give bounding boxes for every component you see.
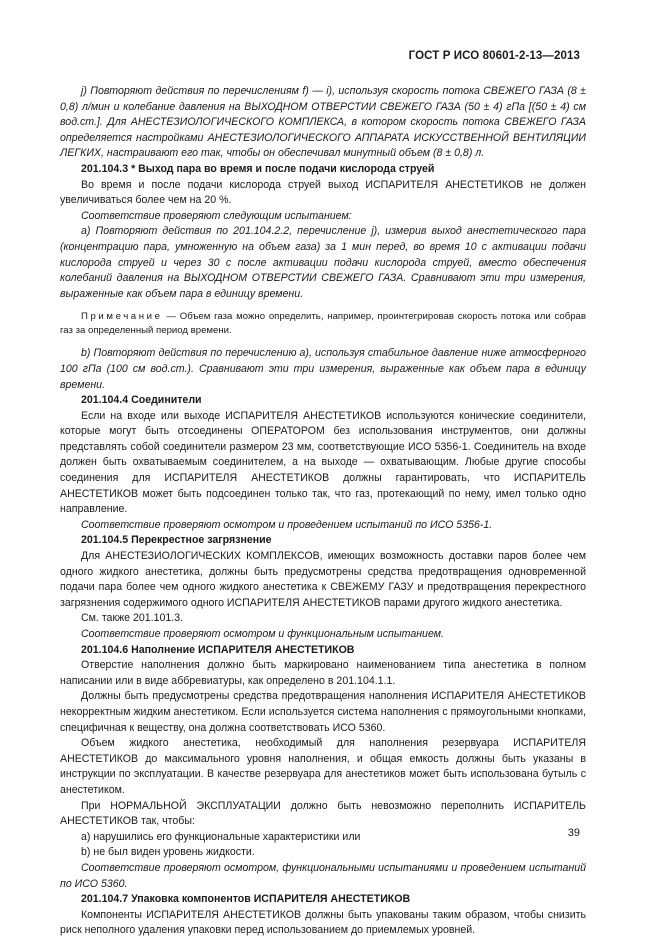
paragraph-requirement: Во время и после подачи кислорода струей выход ИСПАРИТЕЛЯ АНЕСТЕТИКОВ не должен увеличиваться более чем на 20 %.	[60, 178, 586, 207]
document-body	[60, 84, 586, 939]
section-heading-201-104-3: 201.104.3 * Выход пара во время и после подачи кислорода струей	[81, 162, 435, 175]
note-label: Примечание	[81, 311, 163, 323]
paragraph-compliance-connectors: Соответствие проверяют осмотром и проведением испытаний по ИСО 5356-1.	[81, 518, 493, 531]
paragraph-filling-means: Должны быть предусмотрены средства предотвращения наполнения ИСПАРИТЕЛЯ АНЕСТЕТИКОВ некорректным жидким анестетиком. Если используется система наполнения с прямоугольными кнопками, специфичная к веществу, она должна соответствовать ИСО 5360.	[60, 690, 586, 734]
paragraph-item-a: a) Повторяют действия по 201.104.2.2, перечисление j), измерив выход анестетического пара (концентрацию пара, умноженную на объем газа) за 1 мин перед, во время 10 с активации подачи кислорода струей и через 30 с после активации подачи кислорода струей, вместо обеспечения колебаний давления на ВЫХОДНОМ ОТВЕРСТИИ СВЕЖЕГО ГАЗА. Сравнивают эти три измерения, выраженные как объем пара в единицу времени.	[60, 225, 586, 300]
paragraph-overfill: При НОРМАЛЬНОЙ ЭКСПЛУАТАЦИИ должно быть невозможно переполнить ИСПАРИТЕЛЬ АНЕСТЕТИКОВ так, чтобы:	[60, 799, 586, 828]
paragraph-packaging: Компоненты ИСПАРИТЕЛЯ АНЕСТЕТИКОВ должны быть упакованы таким образом, чтобы снизить риск неполного удаления упаковки перед использованием до приемлемых уровней.	[60, 908, 586, 937]
standard-header: ГОСТ Р ИСО 80601-2-13—2013	[408, 50, 580, 62]
note	[60, 310, 586, 338]
paragraph-see-also: См. также 201.101.3.	[81, 612, 184, 625]
section-heading-201-104-6: 201.104.6 Наполнение ИСПАРИТЕЛЯ АНЕСТЕТИКОВ	[81, 643, 355, 656]
note-text: — Объем газа можно определить, например, проинтегрировав скорость потока или собрав газ за определенный период времени.	[60, 311, 586, 337]
paragraph-compliance: Соответствие проверяют следующим испытанием:	[81, 209, 352, 222]
paragraph-item-j: j) Повторяют действия по перечислениям f) — i), используя скорость потока СВЕЖЕГО ГАЗА (8 ± 0,8) л/мин и колебание давления на ВЫХОДНОМ ОТВЕРСТИИ СВЕЖЕГО ГАЗА (50 ± 4) гПа [(50 ± 4) см вод.ст.]. Для АНЕСТЕЗИОЛОГИЧЕСКОГО КОМПЛЕКСА, в котором скорость потока СВЕЖЕГО ГАЗА определяется настройками АНЕСТЕЗИОЛОГИЧЕСКОГО АППАРАТА ИСКУССТВЕННОЙ ВЕНТИЛЯЦИИ ЛЕГКИХ, настраивают его так, чтобы он обеспечивал минутный объем (8 ± 0,8) л.	[60, 85, 586, 160]
paragraph-cross-contamination: Для АНЕСТЕЗИОЛОГИЧЕСКИХ КОМПЛЕКСОВ, имеющих возможность доставки паров более чем одного жидкого анестетика, должны быть предусмотрены средства предотвращения одновременной подачи пара более чем одного жидкого анестетика к СВЕЖЕМУ ГАЗУ и предотвращения перекрестного загрязнения содержимого одного ИСПАРИТЕЛЯ АНЕСТЕТИКОВ парами другого жидкого анестетика.	[60, 550, 586, 609]
list-item-a: a) нарушились его функциональные характеристики или	[81, 830, 361, 843]
paragraph-filling-volume: Объем жидкого анестетика, необходимый для наполнения резервуара ИСПАРИТЕЛЯ АНЕСТЕТИКОВ до максимального уровня наполнения, и общая емкость должны быть указаны в инструкции по эксплуатации. В качестве резервуара для анестетиков может быть использована бутыль с анестетиком.	[60, 737, 586, 796]
section-heading-201-104-5: 201.104.5 Перекрестное загрязнение	[81, 534, 272, 547]
section-heading-201-104-4: 201.104.4 Соединители	[81, 394, 202, 407]
section-heading-201-104-7: 201.104.7 Упаковка компонентов ИСПАРИТЕЛЯ АНЕСТЕТИКОВ	[81, 893, 411, 906]
paragraph-connectors: Если на входе или выходе ИСПАРИТЕЛЯ АНЕСТЕТИКОВ используются конические соединители, которые могут быть отсоединены ОПЕРАТОРОМ без использования инструментов, они должны представлять собой соединители размером 23 мм, соответствующие ИСО 5356-1. Соединитель на входе должен быть охватываемым соединителем, а на выходе — охватывающим. Любые другие способы соединения для ИСПАРИТЕЛЯ АНЕСТЕТИКОВ должны гарантировать, что ИСПАРИТЕЛЬ АНЕСТЕТИКОВ может быть подсоединен только так, что газ, протекающий по нему, имел только одно направление.	[60, 409, 586, 516]
list-item-b: b) не был виден уровень жидкости.	[81, 846, 255, 859]
page-number: 39	[567, 827, 580, 839]
paragraph-filling-port: Отверстие наполнения должно быть маркировано наименованием типа анестетика в полном написании или в виде аббревиатуры, как определено в 201.104.1.1.	[60, 659, 586, 687]
paragraph-compliance-cross: Соответствие проверяют осмотром и функциональным испытанием.	[81, 628, 444, 640]
paragraph-compliance-filling: Соответствие проверяют осмотром, функциональными испытаниями и проведением испытаний по ИСО 5360.	[60, 861, 586, 890]
paragraph-item-b: b) Повторяют действия по перечислению a), используя стабильное давление ниже атмосферного 100 гПа (100 см вод.ст.). Сравнивают эти три измерения, выраженные как объем пара в единицу времени.	[60, 347, 586, 391]
